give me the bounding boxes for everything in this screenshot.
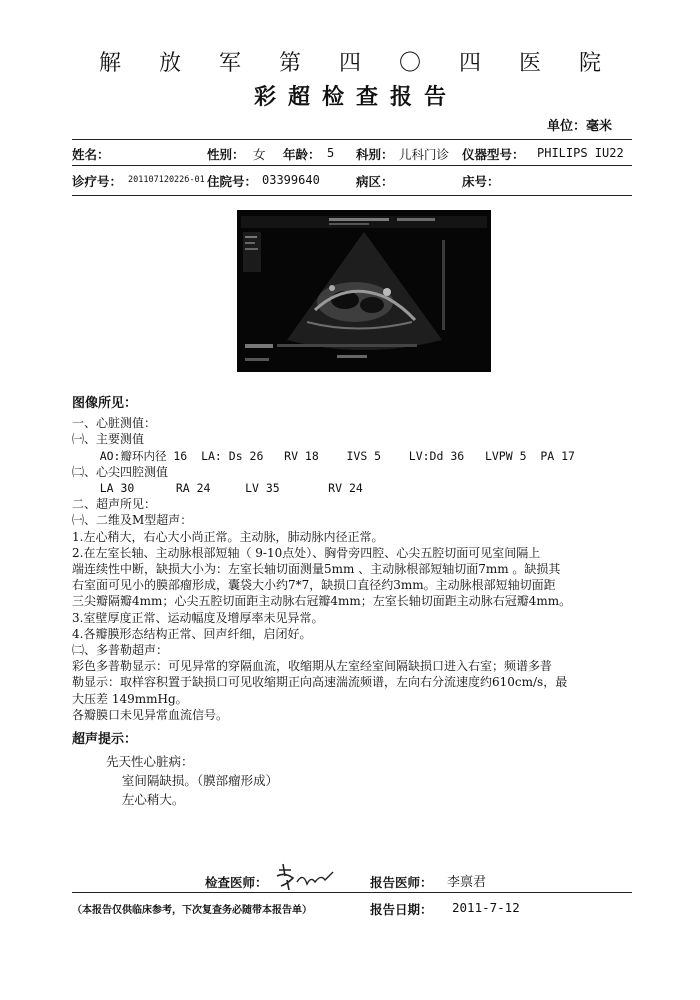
clinic-label: 诊疗号： (72, 174, 123, 189)
reporter-value: 李禀君 (447, 875, 487, 890)
findings-line: ㈡、多普勒超声： (72, 643, 169, 658)
age-value: 5 (327, 146, 335, 160)
findings-line: 各瓣膜口未见异常血流信号。 (72, 707, 229, 722)
findings-line: 彩色多普勒显示：可见异常的穿隔血流，收缩期从左室经室间隔缺损口进入右室；频谱多普 (72, 659, 553, 674)
ultrasound-graphic (237, 210, 491, 372)
findings-section (72, 396, 638, 723)
sex-value: 女 (253, 147, 266, 162)
divider-mid (72, 165, 632, 166)
bed-label: 床号： (462, 174, 500, 189)
name-label: 姓名： (72, 147, 110, 162)
device-label: 仪器型号： (462, 147, 525, 162)
findings-line: 二、超声所见： (72, 497, 157, 512)
findings-line: ㈡、心尖四腔测值 (72, 464, 169, 479)
footer-note: （本报告仅供临床参考，下次复查务必随带本报告单） (72, 905, 312, 916)
conclusion-line: 左心稍大。 (106, 792, 185, 807)
conclusion-line: 先天性心脏病： (106, 754, 194, 769)
findings-line: ㈠、二维及M型超声： (72, 513, 193, 528)
examiner-label: 检查医师： (205, 875, 268, 890)
divider-bottom (72, 195, 632, 196)
age-label: 年龄： (283, 147, 321, 162)
sex-label: 性别： (207, 147, 245, 162)
inpatient-value: 03399640 (262, 173, 320, 187)
findings-line: 端连续性中断，缺损大小为：左室长轴切面测量5mm 、主动脉根部短轴切面7mm 。缺损其 (72, 562, 561, 577)
clinic-value: 20110712022б-01 (128, 175, 205, 185)
conclusion-line: 室间隔缺损。（膜部瘤形成） (106, 773, 279, 788)
inpatient-label: 住院号： (207, 174, 258, 189)
findings-line: 大压差 149mmHg。 (72, 691, 188, 706)
findings-line: 3.室壁厚度正常、运动幅度及增厚率未见异常。 (72, 610, 324, 625)
main-measurements: AO:瓣环内径 16 LA: Ds 26 RV 18 IVS 5 LV:Dd 36 LVPW 5 PA 17 (72, 448, 575, 463)
examiner-signature (273, 860, 337, 892)
findings-line: 勒显示：取样容积置于缺损口可见收缩期正向高速湍流频谱，左向右分流速度约610cm/s，最 (72, 675, 568, 690)
ward-label: 病区： (356, 174, 394, 189)
findings-line: ㈠、主要测值 (72, 432, 145, 447)
echocardiogram-image (237, 210, 491, 372)
findings-line: 右室面可见小的膜部瘤形成，囊袋大小约7*7，缺损口直径约3mm。主动脉根部短轴切面距 (72, 578, 556, 593)
dept-value: 儿科门诊 (399, 147, 450, 162)
divider-top (72, 139, 632, 140)
findings-line: 一、心脏测值： (72, 416, 157, 431)
findings-line: 2.在左室长轴、主动脉根部短轴（ 9-10点处）、胸骨旁四腔、心尖五腔切面可见室间隔上 (72, 545, 541, 560)
findings-line: 4.各瓣膜形态结构正常、回声纤细，启闭好。 (72, 626, 312, 641)
conclusion-title: 超声提示： (72, 732, 138, 747)
apical-measurements: LA 30 RA 24 LV 35 RV 24 (72, 481, 363, 496)
date-value: 2011-7-12 (452, 900, 520, 915)
hospital-name: 解放军第四〇四医院 (98, 51, 639, 76)
dept-label: 科别： (356, 147, 394, 162)
findings-title: 图像所见： (72, 396, 138, 411)
device-value: PHILIPS IU22 (537, 146, 624, 160)
report-title: 彩超检查报告 (253, 84, 458, 110)
divider-footer (72, 892, 632, 893)
conclusion-section (106, 752, 278, 809)
unit-label: 单位：毫米 (546, 119, 612, 134)
findings-line: 三尖瓣隔瓣4mm；心尖五腔切面距主动脉右冠瓣4mm；左室长轴切面距主动脉右冠瓣4mm。 (72, 594, 572, 609)
findings-line: 1.左心稍大，右心大小尚正常。主动脉，肺动脉内径正常。 (72, 529, 384, 544)
reporter-label: 报告医师： (370, 875, 433, 890)
date-label: 报告日期： (370, 902, 433, 917)
